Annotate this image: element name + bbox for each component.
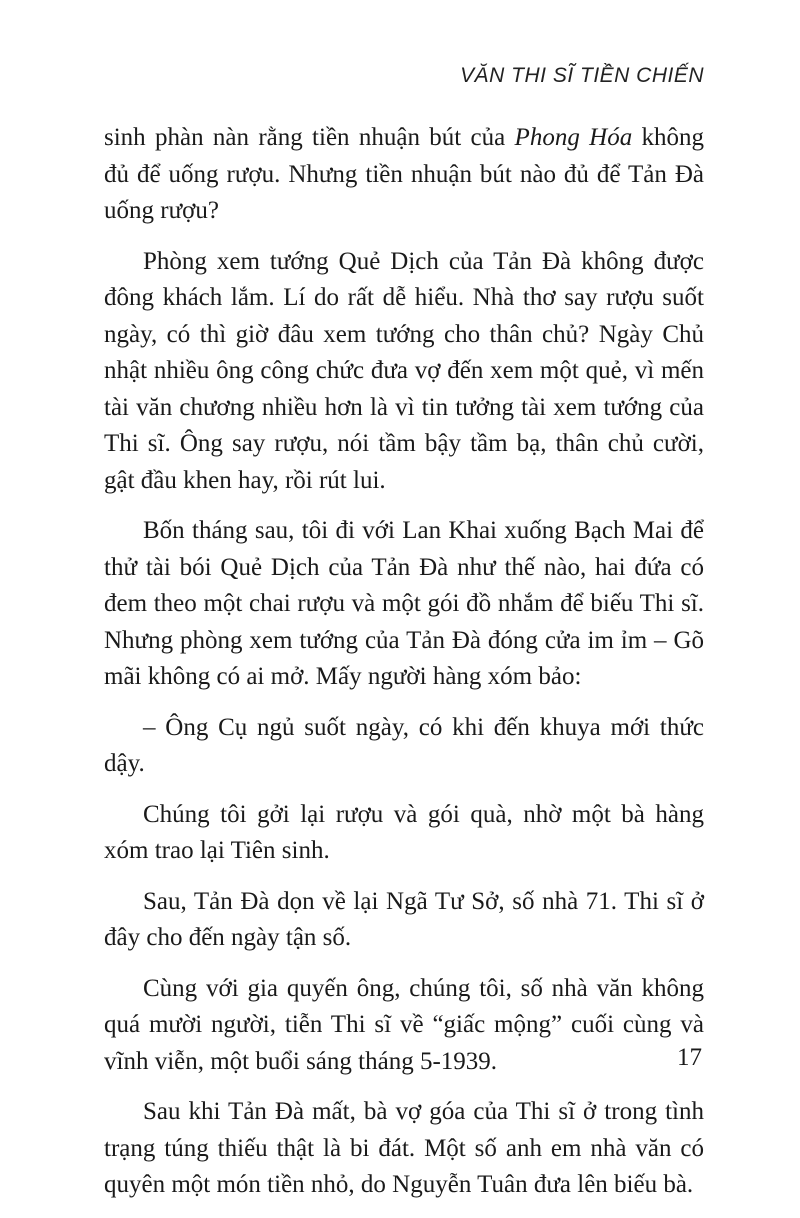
paragraph-6: Sau, Tản Đà dọn về lại Ngã Tư Sở, số nhà 71. Thi sĩ ở đây cho đến ngày tận số. (104, 887, 704, 951)
paragraph-4-dialogue: – Ông Cụ ngủ suốt ngày, có khi đến khuya mới thức dậy. (104, 713, 704, 777)
paragraph-2: Phòng xem tướng Quẻ Dịch của Tản Đà không được đông khách lắm. Lí do rất dễ hiểu. Nhà thơ say rượu suốt ngày, có thì giờ đâu xem tướng cho thân chủ? Ngày Chủ nhật nhiều ông công chức đưa vợ đến xem một quẻ, vì mến tài văn chương nhiều hơn là vì tin tưởng tài xem tướng của Thi sĩ. Ông say rượu, nói tầm bậy tầm bạ, thân chủ cười, gật đầu khen hay, rồi rút lui. (104, 247, 704, 494)
paragraph-continued (104, 120, 704, 230)
page-number: 17 (677, 1044, 702, 1071)
page-body (104, 120, 704, 1218)
magazine-title: Phong Hóa (514, 124, 633, 151)
paragraph-7: Cùng với gia quyến ông, chúng tôi, số nhà văn không quá mười người, tiễn Thi sĩ về “giấc mộng” cuối cùng và vĩnh viễn, một buổi sáng tháng 5-1939. (104, 974, 704, 1075)
paragraph-5: Chúng tôi gởi lại rượu và gói quà, nhờ một bà hàng xóm trao lại Tiên sinh. (104, 800, 704, 864)
paragraph-3: Bốn tháng sau, tôi đi với Lan Khai xuống Bạch Mai để thử tài bói Quẻ Dịch của Tản Đà như thế nào, hai đứa có đem theo một chai rượu và một gói đồ nhắm để biếu Thi sĩ. Nhưng phòng xem tướng của Tản Đà đóng cửa im ỉm – Gõ mãi không có ai mở. Mấy người hàng xóm bảo: (104, 517, 704, 690)
paragraph-8: Sau khi Tản Đà mất, bà vợ góa của Thi sĩ ở trong tình trạng túng thiếu thật là bi đát. Một số anh em nhà văn có quyên một món tiền nhỏ, do Nguyễn Tuân đưa lên biếu bà. (104, 1098, 704, 1198)
paragraph-1-text-before: sinh phàn nàn rằng tiền nhuận bút của (104, 124, 515, 151)
paragraph-1-text-after: không đủ để uống rượu. Nhưng tiền nhuận bút nào đủ để Tản Đà uống rượu? (104, 124, 705, 224)
running-header: VĂN THI SĨ TIỀN CHIẾN (460, 64, 704, 87)
